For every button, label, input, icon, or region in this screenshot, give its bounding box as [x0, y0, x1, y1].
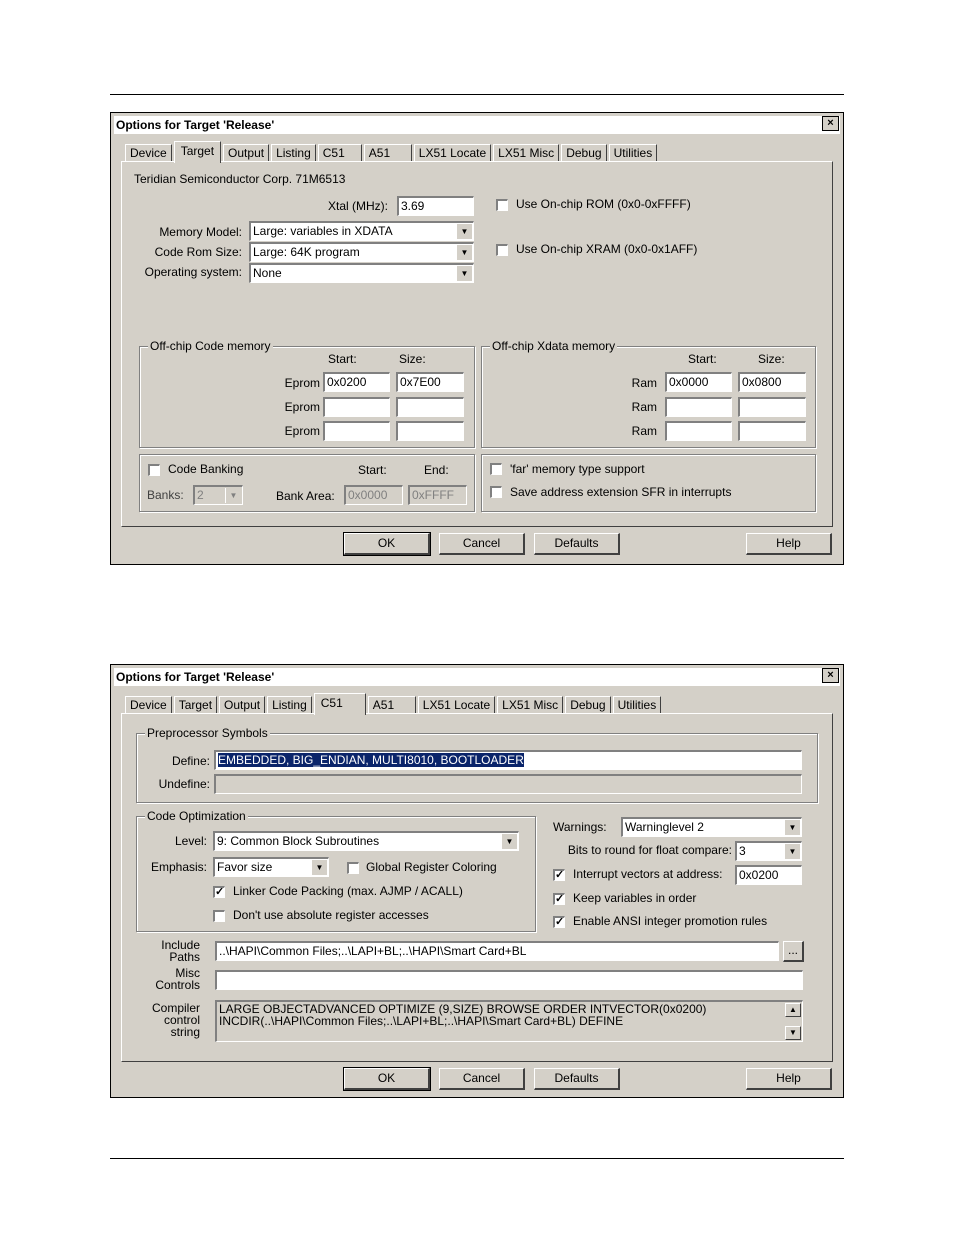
code-optimization-title: Code Optimization — [147, 809, 246, 823]
bits-round-select[interactable] — [735, 841, 802, 861]
options-dialog-c51 — [110, 664, 844, 1098]
define-label: Define: — [171, 754, 210, 768]
bank-start-header: Start: — [358, 463, 387, 477]
bits-round-label: Bits to round for float compare: — [567, 843, 732, 857]
misc-label-line2: Controls — [155, 978, 200, 992]
eprom-label: Eprom — [284, 376, 320, 390]
emphasis-value: Favor size — [217, 860, 273, 874]
ram-size-input[interactable] — [738, 421, 806, 441]
tab-c51[interactable]: C51 — [318, 144, 362, 162]
help-button[interactable]: Help — [746, 533, 832, 555]
os-label: Operating system: — [144, 265, 242, 279]
include-label-line2: Paths — [169, 950, 200, 964]
eprom-size-input[interactable]: 0x7E00 — [396, 372, 464, 392]
defaults-button[interactable]: Defaults — [534, 533, 620, 555]
tab-lx51-locate[interactable]: LX51 Locate — [418, 696, 495, 714]
compiler-label-line1: Compiler — [151, 1001, 200, 1015]
ram-size-input[interactable] — [738, 397, 806, 417]
os-select[interactable] — [249, 263, 474, 283]
offchip-xdata-group — [481, 339, 816, 448]
eprom-size-input[interactable] — [396, 397, 464, 417]
global-register-checkbox[interactable] — [347, 862, 359, 874]
banks-select[interactable] — [193, 485, 243, 505]
eprom-start-input[interactable] — [323, 397, 390, 417]
misc-controls-input[interactable] — [215, 970, 803, 990]
preprocessor-title: Preprocessor Symbols — [147, 726, 268, 740]
linker-packing-checkbox[interactable]: ✓ — [215, 886, 225, 898]
c51-panel — [121, 713, 833, 1062]
offchip-code-group — [139, 339, 475, 448]
tab-strip — [125, 142, 659, 162]
eprom-start-input[interactable] — [323, 421, 390, 441]
tab-target[interactable]: Target — [174, 696, 217, 714]
code-banking-label: Code Banking — [168, 462, 244, 476]
tab-debug[interactable]: Debug — [565, 696, 610, 714]
undefine-input[interactable] — [214, 774, 802, 794]
ansi-promotion-label: Enable ANSI integer promotion rules — [573, 914, 768, 928]
close-button[interactable]: × — [822, 116, 839, 131]
start-header: Start: — [688, 352, 717, 366]
onchip-rom-checkbox[interactable] — [496, 199, 508, 211]
tab-device[interactable]: Device — [125, 144, 172, 162]
onchip-rom-label: Use On-chip ROM (0x0-0xFFFF) — [516, 197, 691, 211]
compiler-label — [132, 1002, 200, 1038]
warnings-select[interactable] — [621, 817, 802, 837]
xtal-input[interactable]: 3.69 — [397, 196, 474, 216]
tab-output[interactable]: Output — [223, 144, 269, 162]
cancel-button[interactable]: Cancel — [439, 533, 525, 555]
ok-button[interactable]: OK — [344, 1068, 430, 1090]
options-dialog-target — [110, 112, 844, 565]
compiler-label-line3: string — [170, 1025, 200, 1039]
keep-variables-label: Keep variables in order — [573, 891, 697, 905]
bank-end-header: End: — [424, 463, 449, 477]
bank-end-input[interactable]: 0xFFFF — [408, 485, 467, 505]
tab-lx51-misc[interactable]: LX51 Misc — [493, 144, 559, 162]
tab-utilities[interactable]: Utilities — [609, 144, 658, 162]
keep-variables-checkbox[interactable]: ✓ — [555, 893, 565, 905]
tab-lx51-misc[interactable]: LX51 Misc — [497, 696, 563, 714]
ram-start-input[interactable]: 0x0000 — [665, 372, 732, 392]
level-select[interactable] — [213, 831, 519, 851]
start-header: Start: — [328, 352, 357, 366]
define-value: EMBEDDED, BIG_ENDIAN, MULTI8010, BOOTLOADER — [218, 753, 524, 767]
preprocessor-group — [136, 726, 818, 803]
size-header: Size: — [399, 352, 426, 366]
tab-output[interactable]: Output — [219, 696, 265, 714]
tab-target[interactable]: Target — [174, 141, 221, 163]
scroll-down-icon[interactable]: ▼ — [785, 1026, 801, 1040]
chevron-down-icon[interactable]: ▼ — [456, 245, 472, 260]
ok-button[interactable]: OK — [344, 533, 430, 555]
tab-listing[interactable]: Listing — [271, 144, 316, 162]
xtal-label: Xtal (MHz): — [328, 199, 388, 213]
offchip-code-title: Off-chip Code memory — [150, 339, 271, 353]
tab-a51[interactable]: A51 — [364, 144, 412, 162]
misc-label-line1: Misc — [175, 966, 200, 980]
compiler-string-line2: INCDIR(..\HAPI\Common Files;..\LAPI+BL;..\HAPI\Smart Card+BL) DEFINE — [219, 1014, 624, 1028]
compiler-string-line1: LARGE OBJECTADVANCED OPTIMIZE (9,SIZE) BROWSE ORDER INTVECTOR(0x0200) — [219, 1002, 707, 1016]
code-optimization-group — [136, 809, 536, 932]
include-paths-input[interactable]: ..\HAPI\Common Files;..\LAPI+BL;..\HAPI\Smart Card+BL — [215, 941, 779, 961]
include-label-line1: Include — [161, 938, 200, 952]
warnings-value: Warninglevel 2 — [625, 820, 704, 834]
emphasis-label: Emphasis: — [150, 860, 207, 874]
bank-area-label: Bank Area: — [276, 489, 335, 503]
interrupt-vectors-checkbox[interactable]: ✓ — [555, 869, 565, 881]
size-header: Size: — [758, 352, 785, 366]
level-label: Level: — [174, 834, 207, 848]
memory-model-label: Memory Model: — [159, 225, 242, 239]
far-memory-label: 'far' memory type support — [510, 462, 645, 476]
ram-size-input[interactable]: 0x0800 — [738, 372, 806, 392]
ram-label: Ram — [631, 424, 657, 438]
include-label — [132, 939, 200, 963]
ram-start-input[interactable] — [665, 421, 732, 441]
ram-label: Ram — [631, 400, 657, 414]
chevron-down-icon[interactable]: ▼ — [784, 820, 800, 835]
compiler-string-box[interactable] — [215, 1000, 803, 1042]
tab-device[interactable]: Device — [125, 696, 172, 714]
undefine-label: Undefine: — [158, 777, 210, 791]
save-sfr-label: Save address extension SFR in interrupts — [510, 485, 732, 499]
memory-model-value: Large: variables in XDATA — [253, 224, 393, 238]
browse-button[interactable]: ... — [783, 941, 804, 962]
define-input[interactable] — [214, 750, 802, 770]
no-absolute-label: Don't use absolute register accesses — [233, 908, 429, 922]
os-value: None — [253, 266, 282, 280]
close-button[interactable]: × — [822, 668, 839, 683]
code-banking-group — [139, 454, 475, 512]
tab-listing[interactable]: Listing — [267, 696, 312, 714]
tab-debug[interactable]: Debug — [561, 144, 606, 162]
help-button[interactable]: Help — [746, 1068, 832, 1090]
chevron-down-icon[interactable]: ▼ — [456, 224, 472, 239]
level-value: 9: Common Block Subroutines — [217, 834, 380, 848]
global-register-label: Global Register Coloring — [366, 860, 497, 874]
save-sfr-checkbox[interactable] — [490, 486, 502, 498]
onchip-xram-checkbox[interactable] — [496, 244, 508, 256]
chevron-down-icon[interactable]: ▼ — [456, 266, 472, 281]
emphasis-select[interactable] — [213, 857, 329, 877]
ram-start-input[interactable] — [665, 397, 732, 417]
chevron-down-icon[interactable]: ▼ — [784, 844, 800, 859]
code-rom-label: Code Rom Size: — [154, 245, 242, 259]
compiler-label-line2: control — [163, 1013, 200, 1027]
tab-a51[interactable]: A51 — [368, 696, 416, 714]
target-panel — [121, 161, 833, 527]
defaults-button[interactable]: Defaults — [534, 1068, 620, 1090]
eprom-start-input[interactable]: 0x0200 — [323, 372, 390, 392]
chevron-down-icon[interactable]: ▼ — [501, 834, 517, 849]
far-memory-group — [481, 454, 816, 512]
bank-start-input[interactable]: 0x0000 — [344, 485, 403, 505]
interrupt-vectors-input[interactable]: 0x0200 — [735, 865, 802, 885]
scroll-up-icon[interactable]: ▲ — [785, 1003, 801, 1017]
chevron-down-icon[interactable]: ▼ — [225, 488, 241, 503]
eprom-size-input[interactable] — [396, 421, 464, 441]
ansi-promotion-checkbox[interactable]: ✓ — [555, 916, 565, 928]
interrupt-vectors-label: Interrupt vectors at address: — [573, 867, 723, 881]
banks-value: 2 — [197, 488, 204, 502]
memory-model-select[interactable] — [249, 221, 474, 241]
code-rom-select[interactable] — [249, 242, 474, 262]
onchip-xram-label: Use On-chip XRAM (0x0-0x1AFF) — [516, 242, 698, 256]
no-absolute-checkbox[interactable] — [213, 910, 225, 922]
dialog-title: Options for Target 'Release' — [114, 116, 840, 134]
banks-label: Banks: — [147, 488, 184, 502]
dialog-title: Options for Target 'Release' — [114, 668, 840, 686]
device-name: Teridian Semiconductor Corp. 71M6513 — [134, 172, 346, 186]
offchip-xdata-title: Off-chip Xdata memory — [492, 339, 616, 353]
eprom-label: Eprom — [284, 424, 320, 438]
linker-packing-label: Linker Code Packing (max. AJMP / ACALL) — [233, 884, 463, 898]
misc-label — [132, 967, 200, 991]
top-rule — [110, 94, 844, 95]
chevron-down-icon[interactable]: ▼ — [311, 860, 327, 875]
tab-strip — [125, 694, 663, 714]
far-memory-checkbox[interactable] — [490, 463, 502, 475]
bottom-rule — [110, 1158, 844, 1159]
tab-c51[interactable]: C51 — [314, 693, 366, 715]
ram-label: Ram — [631, 376, 657, 390]
eprom-label: Eprom — [284, 400, 320, 414]
code-rom-value: Large: 64K program — [253, 245, 360, 259]
tab-utilities[interactable]: Utilities — [613, 696, 662, 714]
bits-round-value: 3 — [739, 844, 746, 858]
code-banking-checkbox[interactable] — [148, 464, 160, 476]
warnings-label: Warnings: — [553, 820, 607, 834]
cancel-button[interactable]: Cancel — [439, 1068, 525, 1090]
tab-lx51-locate[interactable]: LX51 Locate — [414, 144, 491, 162]
